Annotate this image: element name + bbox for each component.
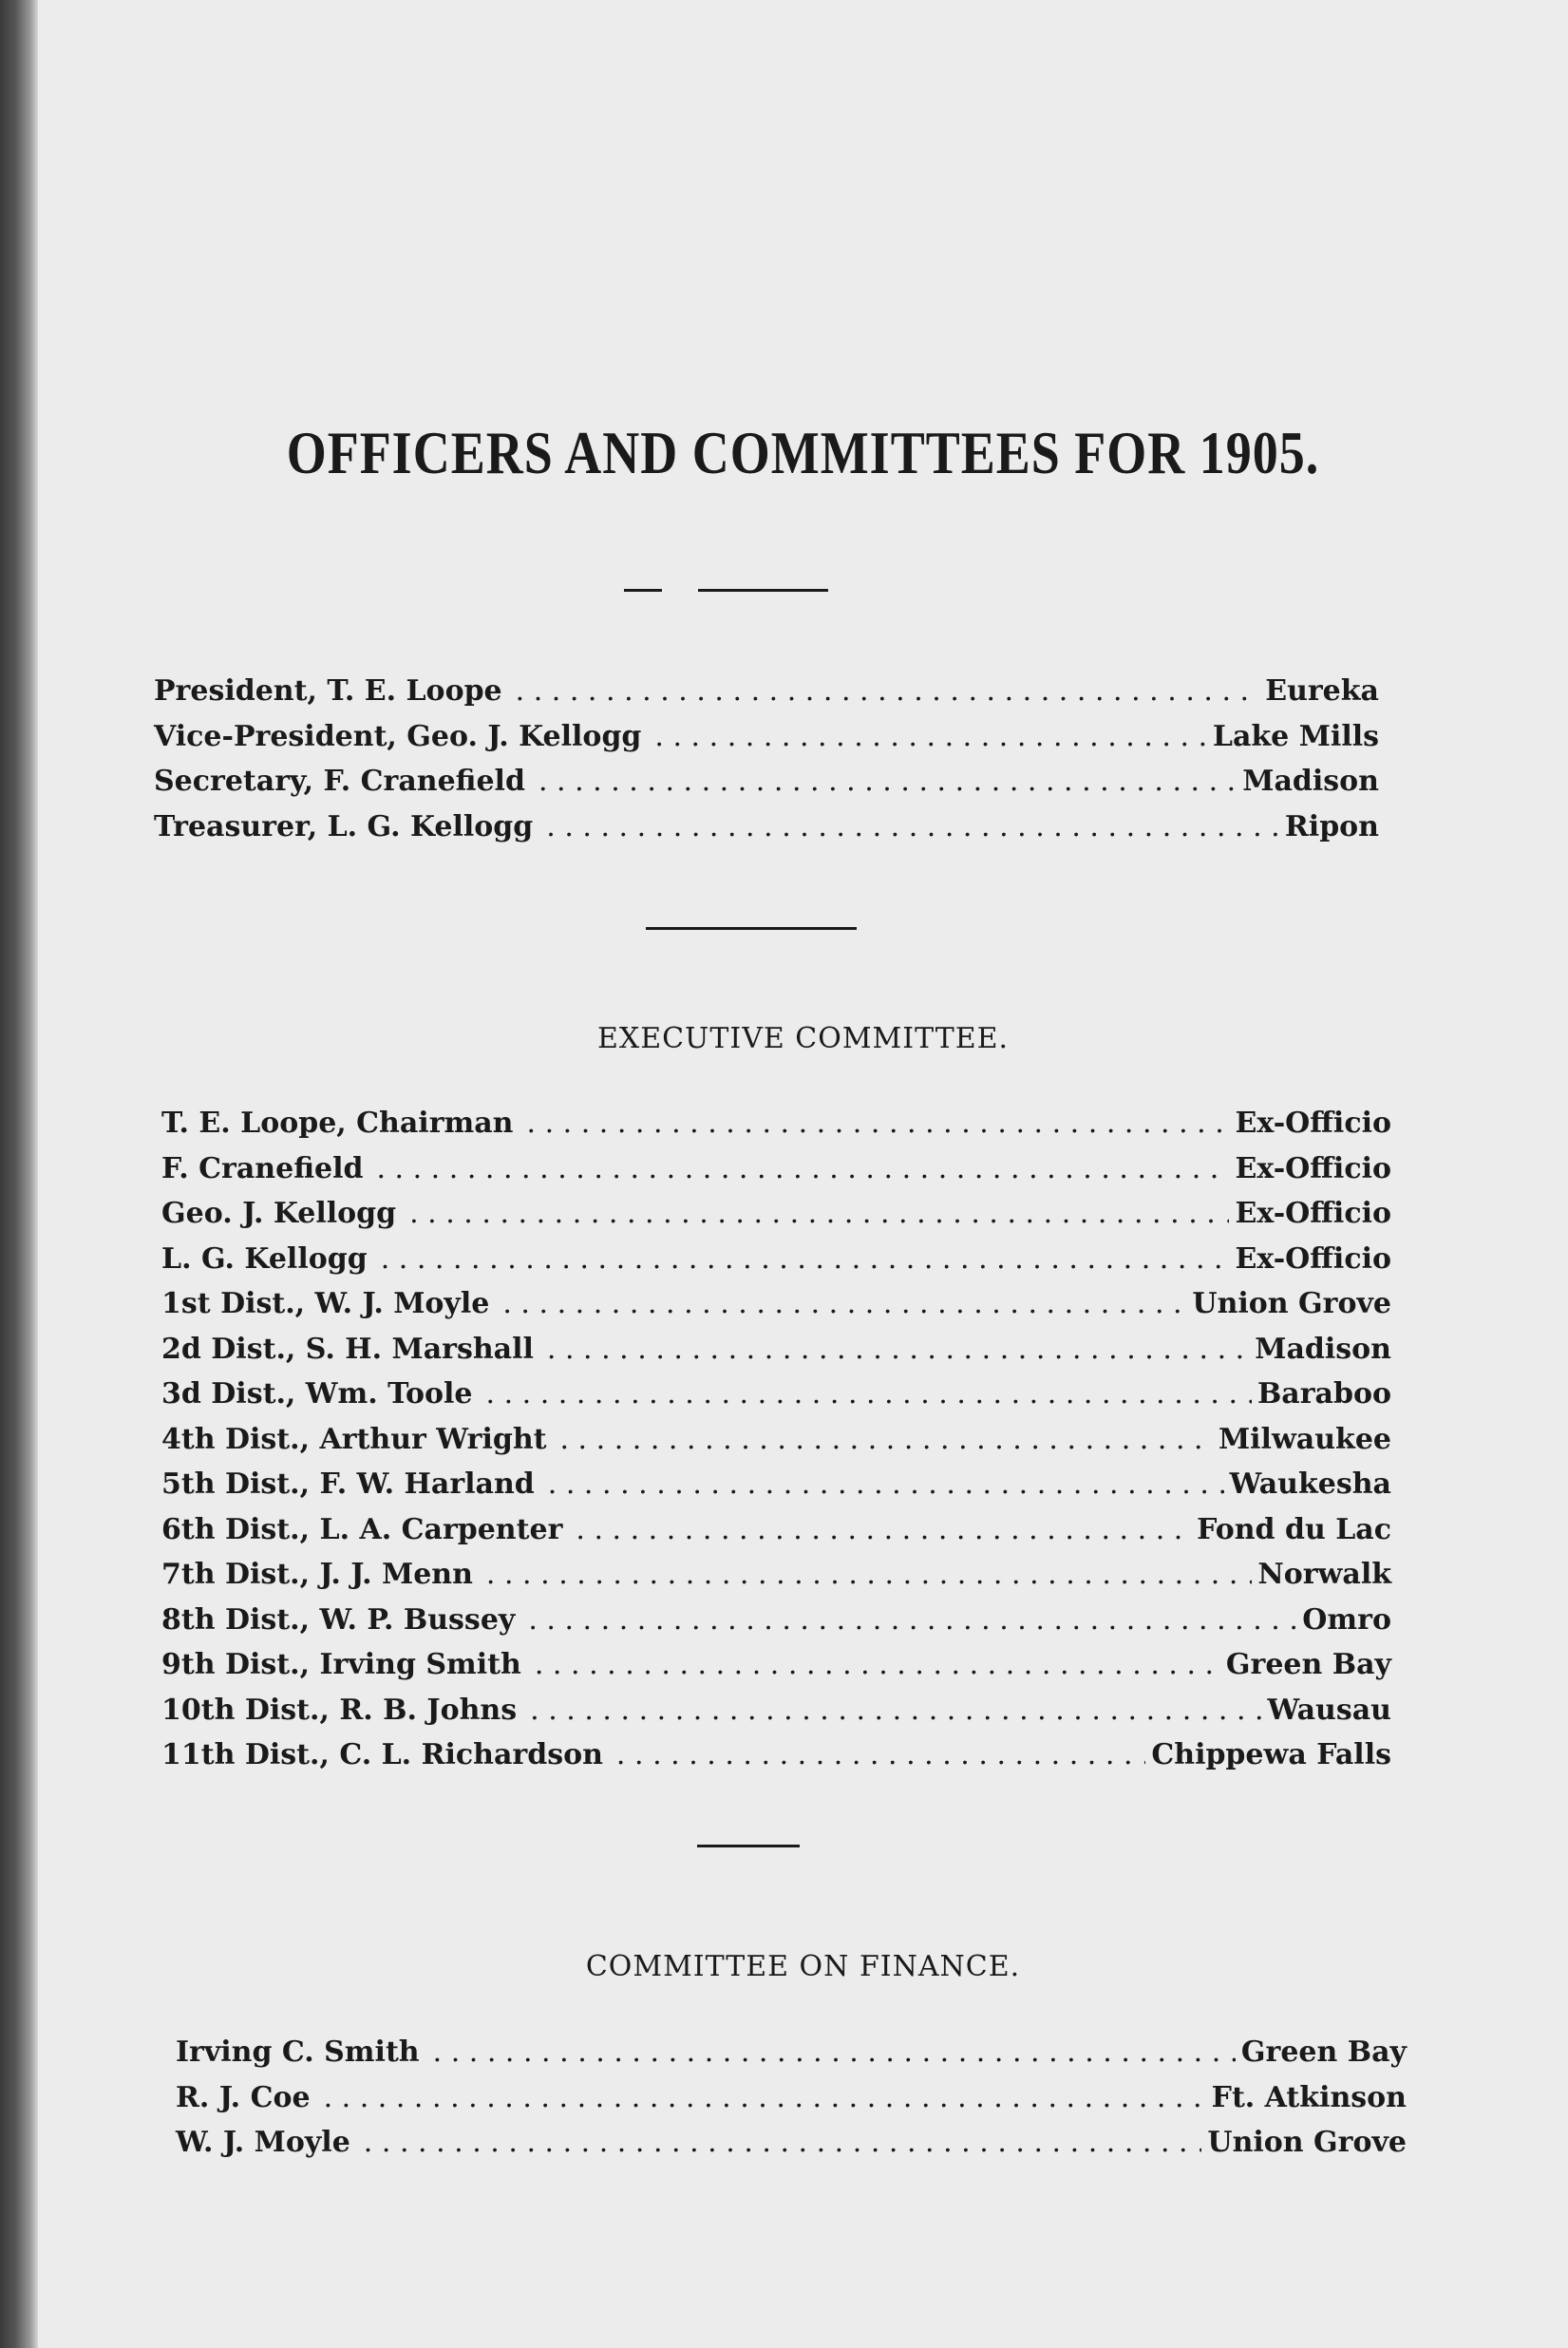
member-place: Omro [1302,1602,1391,1637]
book-spine-edge [0,0,38,2348]
officers-list [154,674,1379,855]
member-place: Green Bay [1240,2036,1407,2069]
committee-member-entry [176,2081,1407,2127]
dot-leader [535,1648,1220,1681]
committee-member-entry [161,1333,1391,1378]
member-name: L. G. Kellogg [161,1241,368,1276]
member-name: Geo. J. Kellogg [161,1197,397,1230]
member-name: W. J. Moyle [176,2126,350,2159]
member-place: Chippewa Falls [1151,1738,1391,1771]
executive-committee-heading: EXECUTIVE COMMITTEE. [596,1022,1010,1055]
officer-name: Treasurer, L. G. Kellogg [154,809,534,843]
committee-member-entry [161,1468,1391,1513]
officer-place: Eureka [1265,674,1379,708]
dot-leader [376,1152,1229,1185]
member-name: R. J. Coe [176,2080,311,2114]
officer-entry [154,765,1379,810]
member-place: Green Bay [1225,1648,1391,1681]
officer-name: President, T. E. Loope [154,674,502,708]
dot-leader [616,1738,1145,1771]
committee-member-entry [161,1558,1391,1603]
committee-member-entry [161,1423,1391,1468]
dot-leader [654,720,1206,753]
committee-member-entry [161,1513,1391,1559]
member-place: Norwalk [1257,1558,1391,1591]
member-name: 2d Dist., S. H. Marshall [161,1332,534,1366]
title-divider-long [698,589,828,592]
officer-entry [154,720,1379,766]
dot-leader [538,765,1237,798]
committee-member-entry [161,1738,1391,1784]
dot-leader [516,674,1260,708]
finance-committee-list [176,2036,1407,2171]
dot-leader [433,2036,1236,2069]
dot-leader [381,1242,1230,1276]
dot-leader [546,810,1279,843]
page-title: OFFICERS AND COMMITTEES FOR 1905. [286,419,1320,486]
member-place: Union Grove [1192,1287,1391,1320]
committee-member-entry [161,1152,1391,1198]
dot-leader [547,1333,1249,1366]
member-place: Ex-Officio [1235,1107,1391,1140]
officer-name: Vice-President, Geo. J. Kellogg [154,719,642,753]
officer-entry [154,674,1379,720]
dot-leader [548,1468,1224,1501]
executive-committee-list [161,1107,1391,1784]
member-place: Wausau [1267,1693,1391,1727]
member-place: Baraboo [1256,1377,1391,1411]
committee-member-entry [161,1287,1391,1333]
committee-member-entry [176,2036,1407,2081]
member-place: Waukesha [1229,1468,1391,1501]
dot-leader [527,1107,1230,1140]
member-name: Irving C. Smith [176,2036,420,2069]
dot-leader [486,1558,1252,1591]
officer-place: Ripon [1284,809,1379,843]
member-place: Ex-Officio [1235,1151,1391,1185]
member-name: 11th Dist., C. L. Richardson [161,1738,603,1771]
committee-member-entry [161,1242,1391,1288]
committee-member-entry [161,1694,1391,1739]
dot-leader [528,1603,1296,1637]
member-place: Madison [1255,1332,1391,1366]
member-name: 1st Dist., W. J. Moyle [161,1287,490,1320]
officer-place: Madison [1242,765,1379,798]
committee-member-entry [161,1107,1391,1152]
dot-leader [576,1513,1191,1546]
committee-member-entry [161,1603,1391,1649]
member-place: Union Grove [1207,2126,1407,2159]
section-divider [646,927,857,930]
dot-leader [502,1287,1186,1320]
member-place: Ex-Officio [1235,1197,1391,1230]
dot-leader [364,2126,1202,2159]
committee-member-entry [161,1648,1391,1694]
member-name: 3d Dist., Wm. Toole [161,1377,473,1411]
committee-member-entry [161,1197,1391,1242]
officer-entry [154,810,1379,856]
member-name: 8th Dist., W. P. Bussey [161,1602,516,1637]
member-name: F. Cranefield [161,1151,364,1185]
dot-leader [530,1694,1261,1727]
dot-leader [486,1377,1252,1411]
officer-name: Secretary, F. Cranefield [154,765,525,798]
dot-leader [409,1197,1229,1230]
member-name: 4th Dist., Arthur Wright [161,1422,547,1456]
member-name: 7th Dist., J. J. Menn [161,1558,473,1591]
member-place: Milwaukee [1218,1422,1391,1456]
dot-leader [559,1423,1212,1456]
finance-committee-heading: COMMITTEE ON FINANCE. [585,1950,1021,1983]
title-divider-short [624,589,662,592]
member-name: T. E. Loope, Chairman [161,1107,514,1140]
member-name: 6th Dist., L. A. Carpenter [161,1512,563,1546]
committee-member-entry [176,2126,1407,2171]
member-name: 10th Dist., R. B. Johns [161,1693,518,1727]
officer-place: Lake Mills [1212,719,1379,753]
committee-member-entry [161,1377,1391,1423]
member-place: Ft. Atkinson [1211,2080,1407,2114]
member-place: Ex-Officio [1235,1241,1391,1276]
member-place: Fond du Lac [1197,1512,1391,1546]
dot-leader [324,2081,1206,2114]
document-page [38,0,1568,2348]
member-name: 5th Dist., F. W. Harland [161,1468,535,1501]
section-divider [697,1845,800,1847]
member-name: 9th Dist., Irving Smith [161,1648,521,1681]
